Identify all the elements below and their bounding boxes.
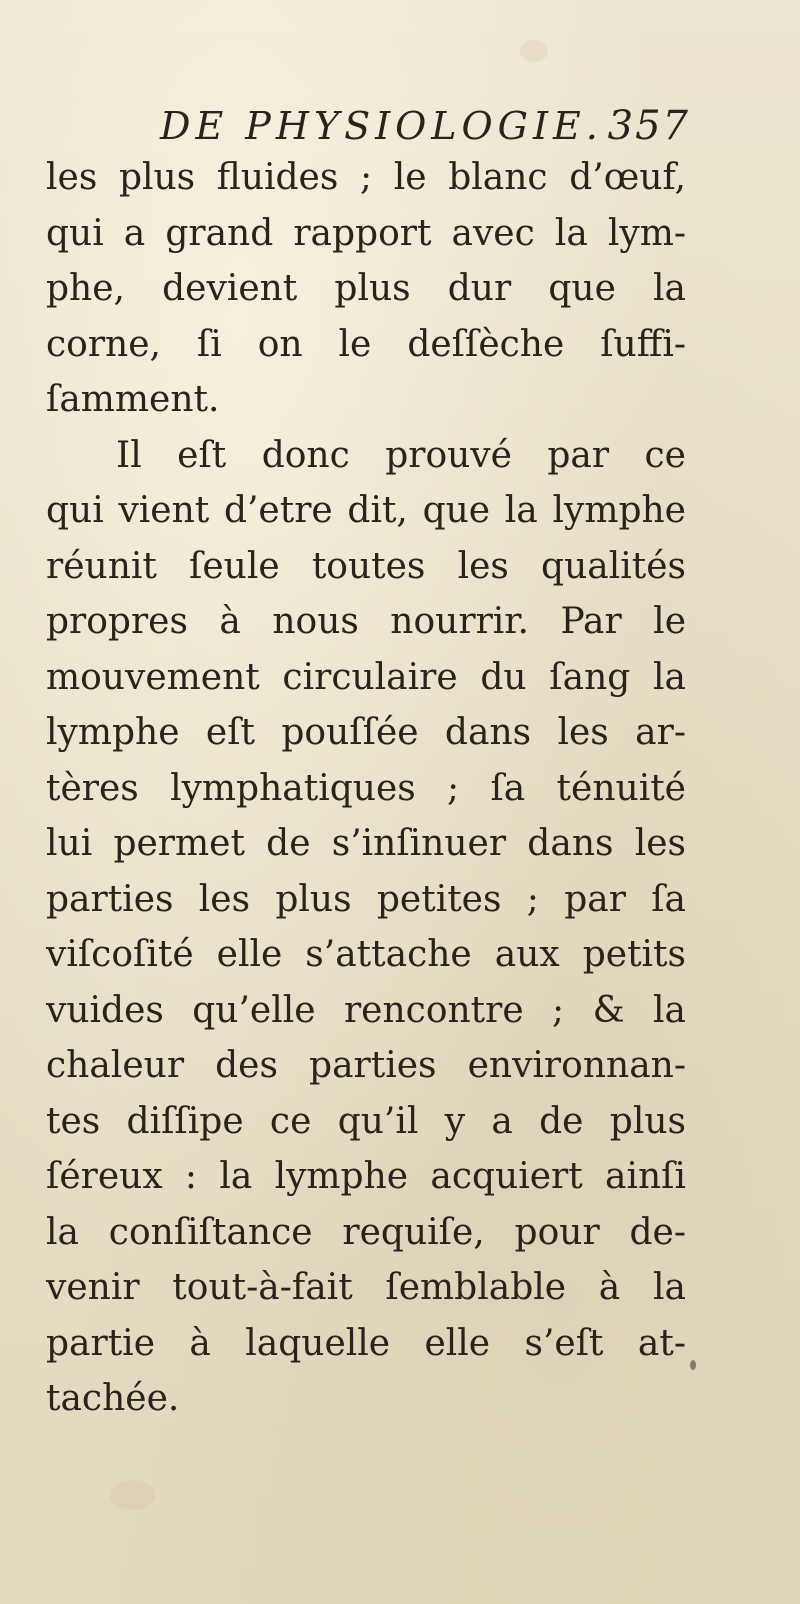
- ink-speck: [690, 1360, 696, 1370]
- text-line: la conſiſtance requiſe, pour de-: [46, 1211, 686, 1253]
- page-header: [160, 98, 690, 154]
- text-line: qui a grand rapport avec la lym-: [46, 212, 686, 254]
- text-line: les plus fluides ; le blanc d’œuf,: [46, 157, 686, 198]
- page-number: 357: [607, 103, 690, 149]
- text-line: lui permet de s’inſinuer dans les: [46, 823, 686, 864]
- text-line: ſamment.: [46, 379, 220, 420]
- text-line: partie à laquelle elle s’eſt at-: [46, 1322, 686, 1364]
- text-line: chaleur des parties environnan-: [46, 1045, 686, 1086]
- running-head: DE PHYSIOLOGIE.: [160, 104, 603, 148]
- body-text: [46, 150, 686, 1427]
- text-line: viſcoſité elle s’attache aux petits: [46, 934, 686, 975]
- text-line: mouvement circulaire du ſang la: [46, 656, 686, 698]
- text-line: réunit ſeule toutes les qualités: [46, 545, 686, 587]
- text-line: tes diſſipe ce qu’il y a de plus: [46, 1100, 686, 1142]
- text-line: phe, devient plus dur que la: [46, 268, 686, 309]
- text-line: parties les plus petites ; par ſa: [46, 878, 686, 920]
- text-line: tachée.: [46, 1378, 180, 1419]
- text-line: lymphe eſt pouſſée dans les ar-: [46, 712, 686, 753]
- text-line: vuides qu’elle rencontre ; & la: [46, 989, 686, 1031]
- text-line: tères lymphatiques ; ſa ténuité: [46, 767, 686, 809]
- text-line: corne, ſi on le deſſèche ſuffi-: [46, 323, 686, 365]
- paragraph-start-line: Il eſt donc prouvé par ce: [116, 434, 686, 476]
- paper-stain: [110, 1480, 156, 1510]
- text-line: propres à nous nourrir. Par le: [46, 601, 686, 642]
- text-line: ſéreux : la lymphe acquiert ainſi: [46, 1156, 686, 1197]
- text-line: qui vient d’etre dit, que la lymphe: [46, 490, 686, 531]
- paper-stain: [520, 40, 548, 62]
- text-line: venir tout-à-fait ſemblable à la: [46, 1267, 686, 1308]
